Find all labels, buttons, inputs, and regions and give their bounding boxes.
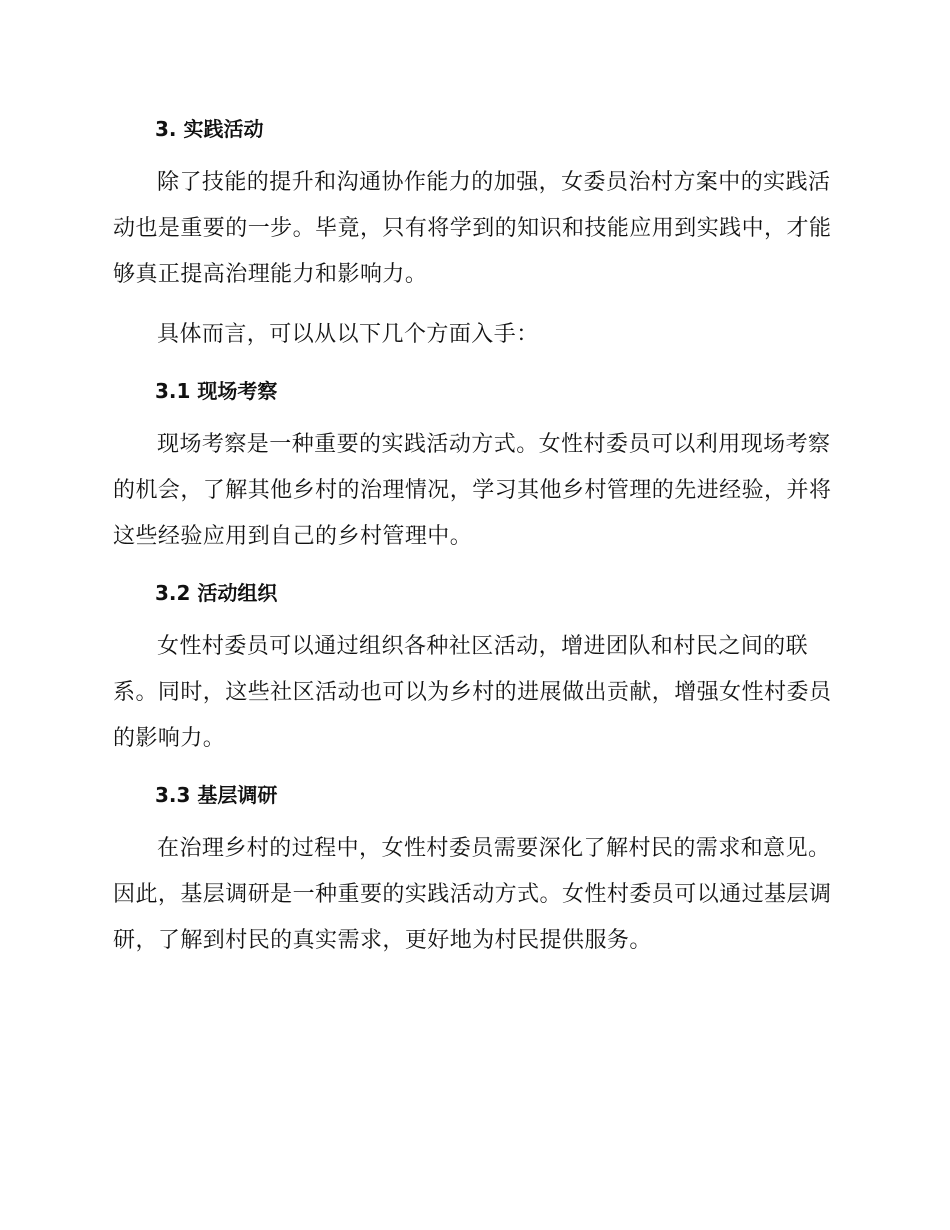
section-3-3-heading: 3.3 基层调研 xyxy=(155,783,278,807)
document-page xyxy=(113,110,833,964)
section-3-heading: 3. 实践活动 xyxy=(155,117,264,141)
section-3-1-paragraph: 现场考察是一种重要的实践活动方式。女性村委员可以利用现场考察的机会，了解其他乡村的治理情况，学习其他乡村管理的先进经验，并将这些经验应用到自己的乡村管理中。 xyxy=(113,432,832,549)
section-3-2-heading: 3.2 活动组织 xyxy=(155,581,278,605)
section-3-2-paragraph: 女性村委员可以通过组织各种社区活动，增进团队和村民之间的联系。同时，这些社区活动也可以为乡村的进展做出贡献，增强女性村委员的影响力。 xyxy=(113,634,832,751)
section-3-lead-paragraph: 具体而言，可以从以下几个方面入手： xyxy=(157,322,539,347)
section-3-intro-paragraph: 除了技能的提升和沟通协作能力的加强，女委员治村方案中的实践活动也是重要的一步。毕竟，只有将学到的知识和技能应用到实践中，才能够真正提高治理能力和影响力。 xyxy=(113,170,832,287)
section-3-1-heading: 3.1 现场考察 xyxy=(155,379,278,403)
section-3-3-paragraph: 在治理乡村的过程中，女性村委员需要深化了解村民的需求和意见。因此，基层调研是一种重要的实践活动方式。女性村委员可以通过基层调研，了解到村民的真实需求，更好地为村民提供服务。 xyxy=(113,836,832,953)
